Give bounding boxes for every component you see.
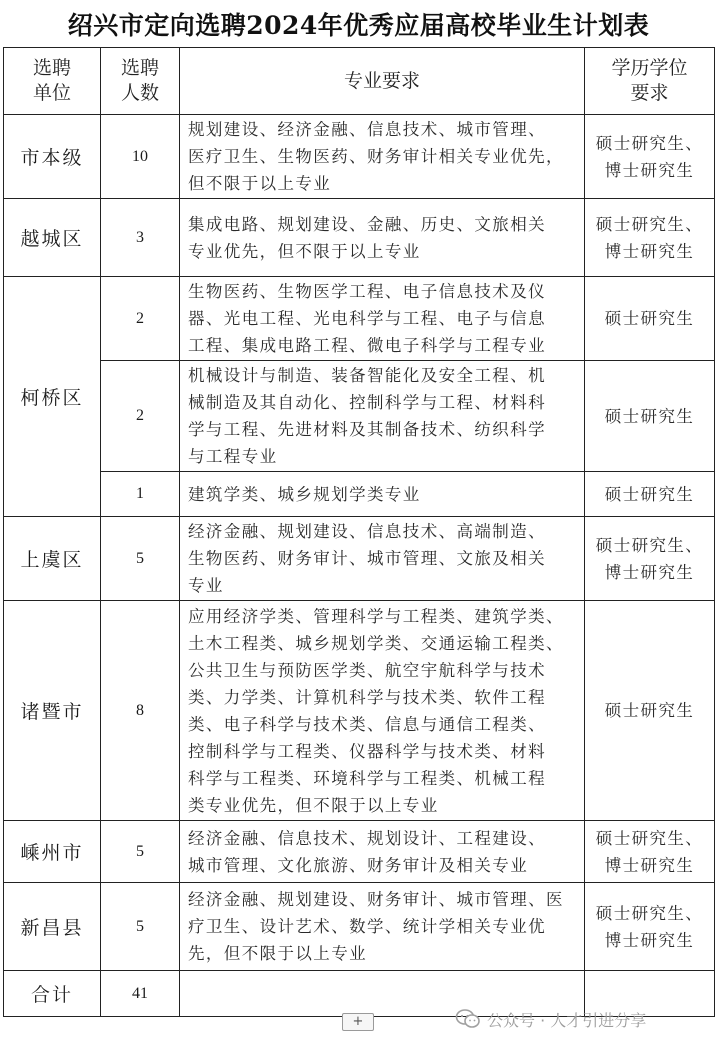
plan-table	[3, 47, 715, 1017]
total-label: 合计	[4, 971, 101, 1017]
unit-cell: 新昌县	[4, 883, 101, 971]
major-cell: 建筑学类、城乡规划学类专业	[180, 472, 585, 517]
count-cell: 5	[101, 883, 180, 971]
unit-cell: 上虞区	[4, 517, 101, 601]
header-count: 选聘 人数	[101, 48, 180, 115]
table-row	[4, 883, 715, 971]
degree-cell: 硕士研究生、 博士研究生	[585, 821, 715, 883]
table-row	[4, 361, 715, 472]
unit-cell: 市本级	[4, 115, 101, 199]
table-row	[4, 472, 715, 517]
degree-cell: 硕士研究生、 博士研究生	[585, 883, 715, 971]
major-cell: 集成电路、规划建设、金融、历史、文旅相关 专业优先，但不限于以上专业	[180, 199, 585, 277]
count-cell: 10	[101, 115, 180, 199]
page-title: 绍兴市定向选聘2024年优秀应届高校毕业生计划表	[67, 11, 650, 40]
degree-cell: 硕士研究生	[585, 277, 715, 361]
major-cell: 机械设计与制造、装备智能化及安全工程、机 械制造及其自动化、控制科学与工程、材料科 学与工程、先进材料及其制备技术、纺织科学 与工程专业	[180, 361, 585, 472]
major-cell: 规划建设、经济金融、信息技术、城市管理、 医疗卫生、生物医药、财务审计相关专业优先， 但不限于以上专业	[180, 115, 585, 199]
major-cell: 生物医药、生物医学工程、电子信息技术及仪 器、光电工程、光电科学与工程、电子与信息 工程、集成电路工程、微电子科学与工程专业	[180, 277, 585, 361]
header-degree: 学历学位 要求	[585, 48, 715, 115]
unit-cell: 柯桥区	[4, 277, 101, 517]
degree-cell: 硕士研究生	[585, 601, 715, 821]
unit-cell: 嵊州市	[4, 821, 101, 883]
degree-cell: 硕士研究生	[585, 472, 715, 517]
count-cell: 2	[101, 277, 180, 361]
count-cell: 1	[101, 472, 180, 517]
count-cell: 8	[101, 601, 180, 821]
total-count: 41	[101, 971, 180, 1017]
watermark	[455, 1007, 646, 1031]
unit-cell: 越城区	[4, 199, 101, 277]
count-cell: 2	[101, 361, 180, 472]
major-cell: 经济金融、规划建设、信息技术、高端制造、 生物医药、财务审计、城市管理、文旅及相关 专业	[180, 517, 585, 601]
watermark-text: 公众号 · 人才引进分享	[487, 1010, 647, 1030]
major-cell: 经济金融、信息技术、规划设计、工程建设、 城市管理、文化旅游、财务审计及相关专业	[180, 821, 585, 883]
header-row	[4, 48, 715, 115]
table-row	[4, 277, 715, 361]
count-cell: 5	[101, 821, 180, 883]
unit-cell: 诸暨市	[4, 601, 101, 821]
table-row	[4, 517, 715, 601]
header-major: 专业要求	[180, 48, 585, 115]
degree-cell: 硕士研究生、 博士研究生	[585, 115, 715, 199]
table-row	[4, 601, 715, 821]
expand-button[interactable]: +	[342, 1013, 374, 1031]
degree-cell: 硕士研究生、 博士研究生	[585, 199, 715, 277]
count-cell: 5	[101, 517, 180, 601]
header-unit: 选聘 单位	[4, 48, 101, 115]
table-row	[4, 821, 715, 883]
degree-cell: 硕士研究生、 博士研究生	[585, 517, 715, 601]
table-row	[4, 199, 715, 277]
table-row	[4, 115, 715, 199]
degree-cell: 硕士研究生	[585, 361, 715, 472]
count-cell: 3	[101, 199, 180, 277]
major-cell: 经济金融、规划建设、财务审计、城市管理、医 疗卫生、设计艺术、数学、统计学相关专业优 先，但不限于以上专业	[180, 883, 585, 971]
wechat-icon	[455, 1008, 481, 1030]
major-cell: 应用经济学类、管理科学与工程类、建筑学类、 土木工程类、城乡规划学类、交通运输工程类、 公共卫生与预防医学类、航空宇航科学与技术 类、力学类、计算机科学与技术类、软件工程 类、电子科学与技术类、信息与通信工程类、 控制科学与工程类、仪器科学与技术类、材料 科学与工程类、环境科学与工程类、机械工程 类专业优先，但不限于以上专业	[180, 601, 585, 821]
